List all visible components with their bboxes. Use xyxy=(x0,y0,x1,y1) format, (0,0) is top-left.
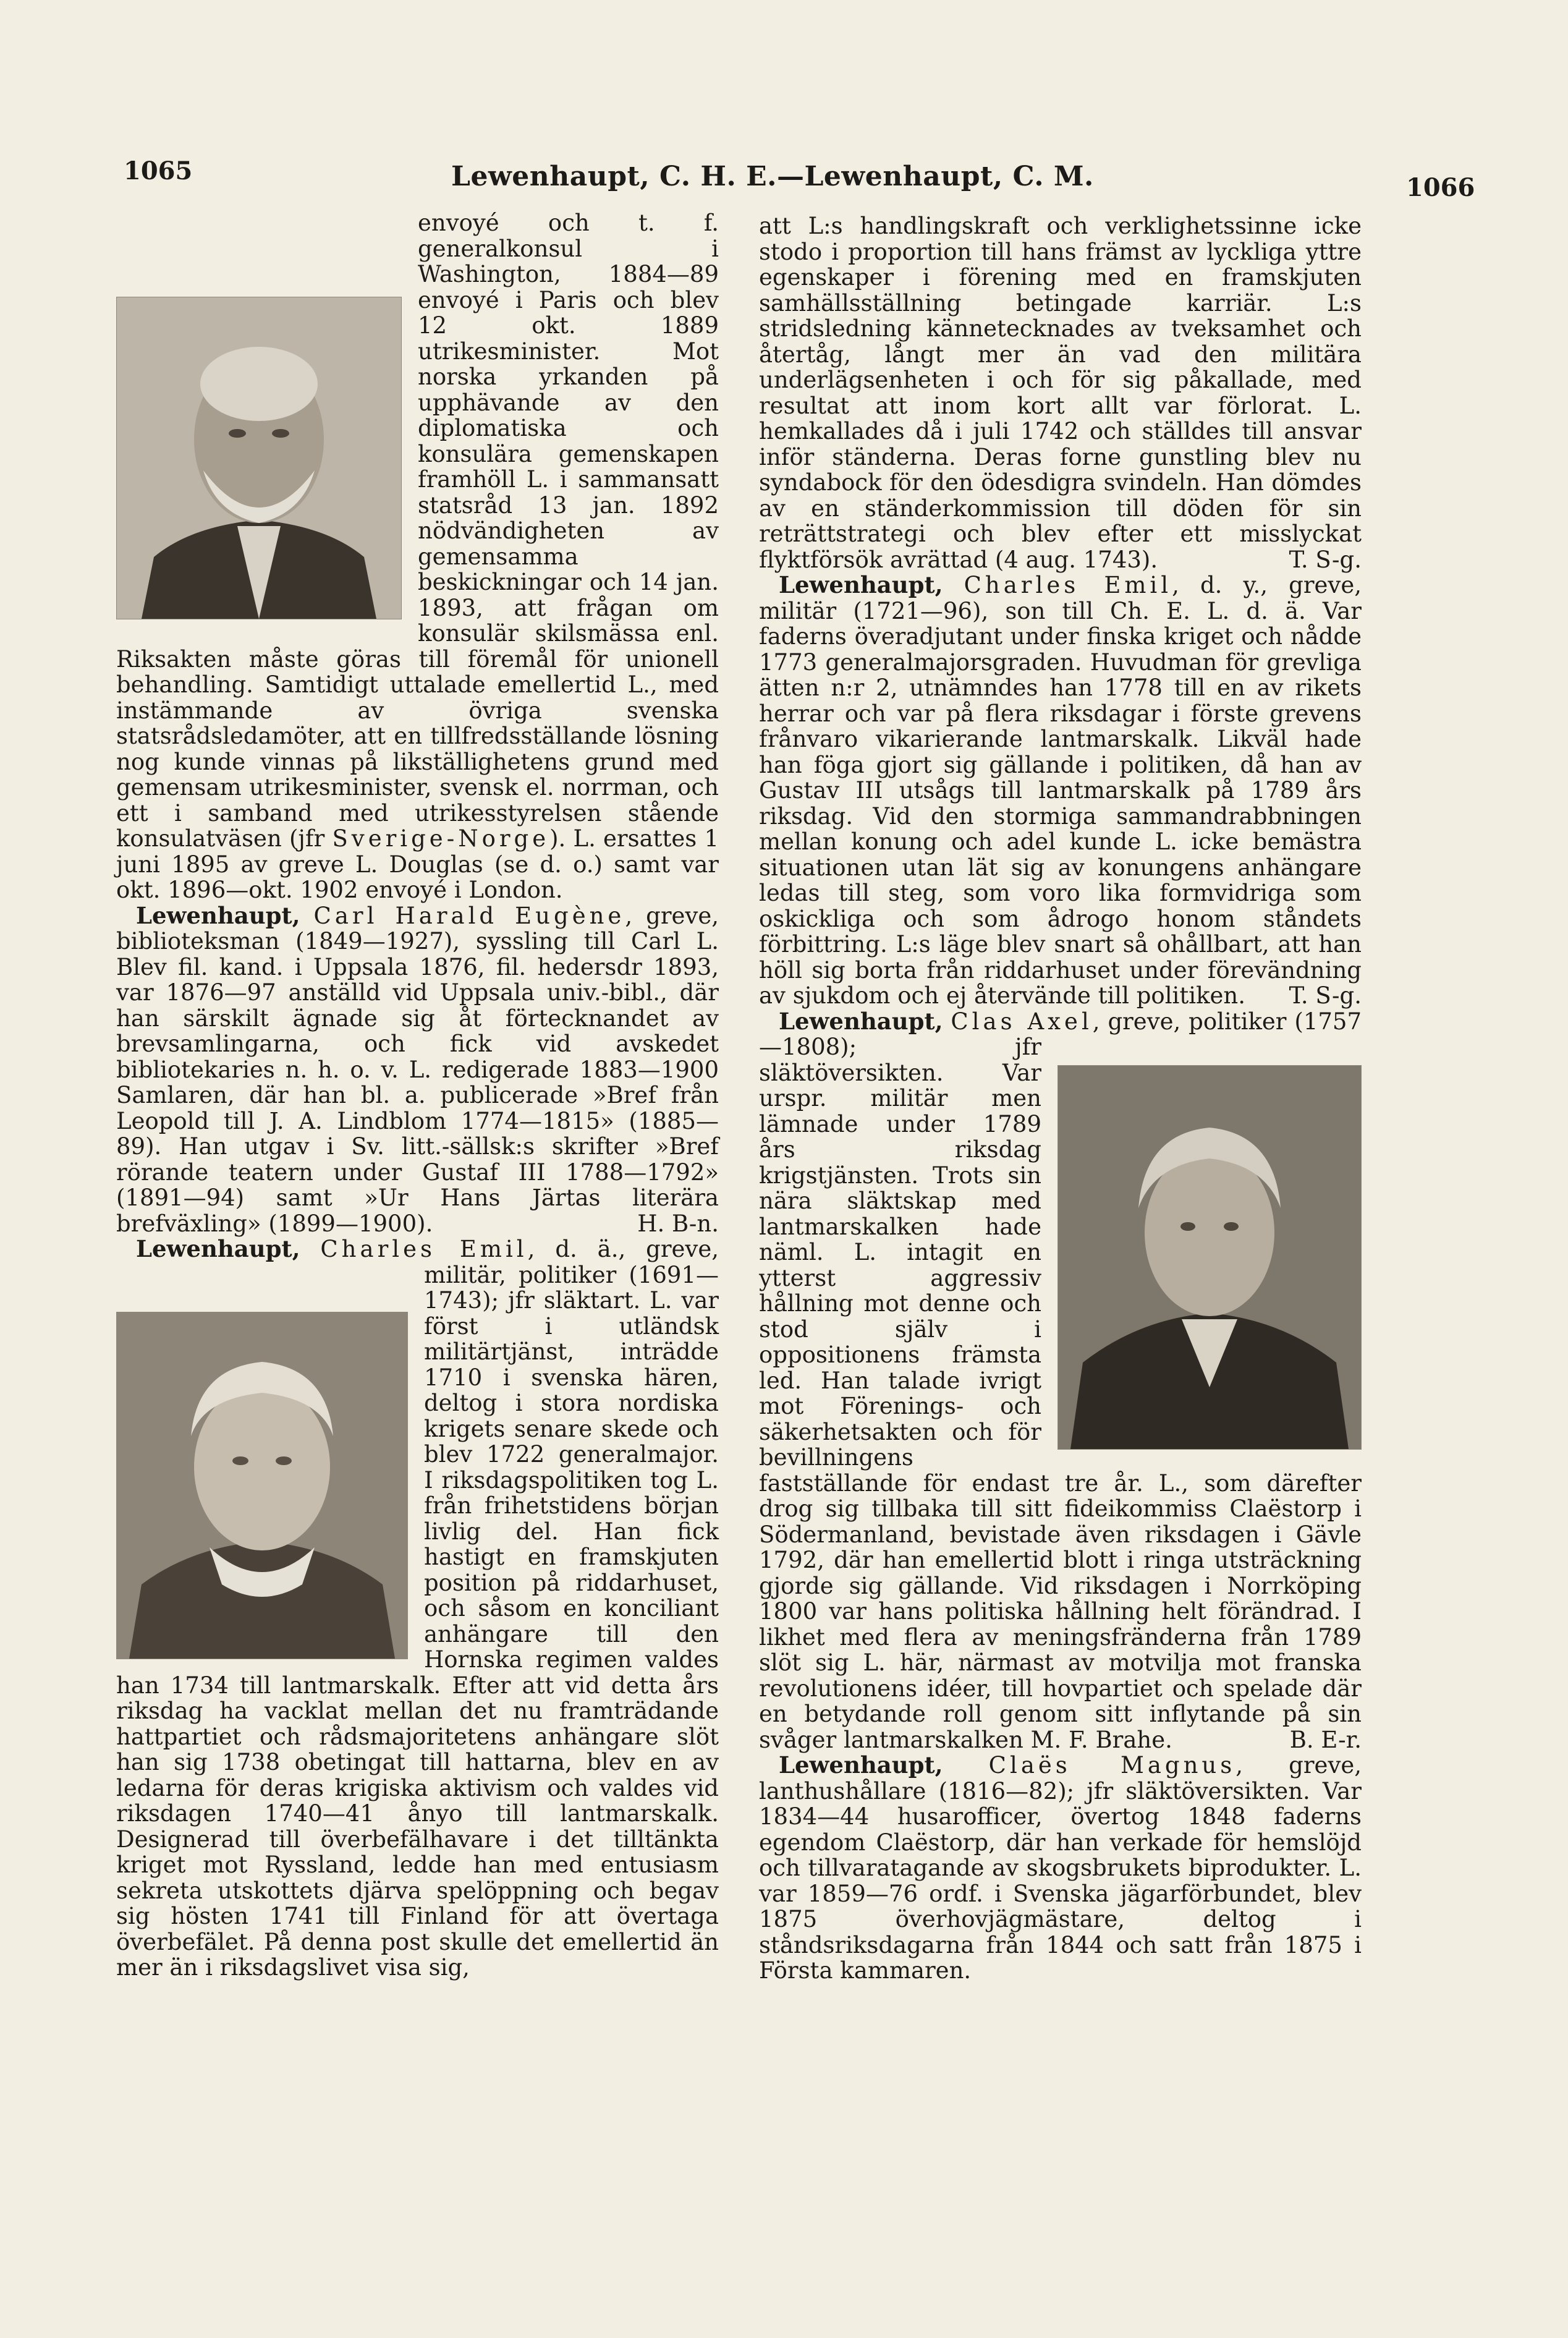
given-names: Charles Emil xyxy=(964,572,1172,598)
entry-charles-emil-da-continued: att L:s handlingskraft och verklighetssinne icke stodo i proportion till hans främst av lyckliga yttre egenskaper i förening med en framskjuten samhällsställning betingade karriär. L:s stridsledning kännetecknades av tveksamhet och återtåg, långt mer än vad den militära underlägsenheten i och för sig påkallade, med resultat att inom kort allt var förlorat. L. hemkallades då i juli 1742 och ställdes till ansvar inför ständerna. Deras forne gunstling blev nu syndabock för den ödesdigra svindeln. Han dömdes av en ständerkommission till döden för sin reträttstrategi och blev efter ett misslyckat flyktförsök avrättad (4 aug. 1743). T. S-g. xyxy=(759,213,1362,573)
headword: Lewenhaupt, xyxy=(779,1751,943,1779)
portrait-carl-lewenhaupt xyxy=(116,297,402,619)
author-signature: B. E-r. xyxy=(1289,1726,1362,1753)
left-column xyxy=(116,210,719,1981)
given-names: Claës Magnus xyxy=(988,1752,1236,1779)
given-names: Charles Emil xyxy=(320,1236,528,1262)
portrait-clas-axel xyxy=(1057,1065,1362,1450)
portrait-image xyxy=(117,1312,407,1659)
entry-charles-emil-dy: Lewenhaupt, Charles Emil, d. y., greve, militär (1721—96), son till Ch. E. L. d. ä. Var faderns överadjutant under finska kriget och nådde 1773 generalmajorsgraden. Huvudman för grevliga ätten n:r 2, utnämndes han 1778 till en av rikets herrar och var på flera riksdagar i förste grevens frånvaro vikarierande lantmarskalk. Likväl hade han föga gjort sig gällande i politiken, då han av Gustav III utsågs till lantmarskalk på 1789 års riksdag. Vid den stormiga sammandrabbningen mellan konung och adel kunde L. icke bemästra situationen utan lät sig av konungens anhängare ledas till steg, som voro lika formvidriga som oskickliga och som ådrogo honom ståndets förbittring. L:s läge blev snart så ohållbart, att han höll sig borta från riddarhuset under förevändning av sjukdom och ej återvände till politiken. T. S-g. xyxy=(759,571,1362,1009)
entry-carl-fredrik-continued: envoyé och t. f. generalkonsul i Washington, 1884—89 envoyé i Paris och blev 12 okt. 1889 utrikesminister. Mot norska yrkanden på upphävande av den diplomatiska och konsulära gemenskapen framhöll L. i sammansatt statsråd 13 jan. 1892 nödvändigheten av gemensamma beskickningar och 14 jan. 1893, att frågan om konsulär skilsmässa enl. Riksakten måste göras till föremål för unionell behandling. Samtidigt uttalade emellertid L., med instämmande av övriga svenska statsrådsledamöter, att en tillfredsställande lösning nog kunde vinnas på likställighetens grund med gemensam utrikesminister, svensk el. norrman, och ett i samband med utrikesstyrelsen stående konsulatväsen (jfr Sverige-Norge). L. ersattes 1 juni 1895 av greve L. Douglas (se d. o.) samt var okt. 1896—okt. 1902 envoyé i London. xyxy=(116,210,719,903)
author-signature: H. B-n. xyxy=(637,1210,719,1237)
portrait-charles-emil-da xyxy=(116,1312,408,1659)
headword: Lewenhaupt, xyxy=(779,571,943,598)
page-header xyxy=(0,145,1568,207)
portrait-image xyxy=(1058,1066,1361,1449)
author-signature: T. S-g. xyxy=(1289,982,1362,1009)
given-names: Clas Axel xyxy=(951,1008,1093,1035)
entry-clas-axel: Lewenhaupt, Clas Axel , greve, politiker (1757—1808); jfr släktöversikten. Var urspr. militär men lämnade under 1789 års riksdag krigstjänsten. Trots sin nära släktskap med lantmarskalken hade näml. L. intagit en ytterst aggressiv hållning mot denne och stod själv i oppositionens främsta led. Han talade ivrigt mot Förenings- och säkerhetsakten och för bevillningens fastställande för endast tre år. L., som därefter drog sig tillbaka till sitt fideikommiss Claëstorp i Södermanland, bevistade även riksdagen i Gävle 1792, där han emellertid blott i ringa utsträckning gjorde sig gällande. Vid riksdagen i Norrköping 1800 var hans politiska hållning helt förändrad. I likhet med flera av meningsfränderna från 1789 slöt sig L. här, närmast av motvilja mot franska revolutionens idéer, till hovpartiet och spelade där en betydande roll genom sitt inflytande på sin svåger lantmarskalken M. F. Brahe. B. E-r. xyxy=(759,1007,1362,1753)
headword: Lewenhaupt, xyxy=(779,1007,943,1035)
page-number-right: 1066 xyxy=(1406,173,1475,202)
right-column xyxy=(759,213,1362,1984)
given-names: Carl Harald Eugène xyxy=(313,902,625,929)
portrait-image xyxy=(117,297,401,619)
headword: Lewenhaupt, xyxy=(136,901,300,929)
entry-carl-harald-eugene: Lewenhaupt, Carl Harald Eugène, greve, biblioteksman (1849—1927), syssling till Carl L. Blev fil. kand. i Uppsala 1876, fil. hedersdr 1893, var 1876—97 anställd vid Uppsala univ.-bibl., där han särskilt ägnade sig åt förtecknandet av brevsamlingarna, och fick vid avskedet bibliotekaries n. h. o. v. L. redigerade 1883—1900 Samlaren, där han bl. a. publicerade »Bref från Leopold till J. A. Lindblom 1774—1815» (1885—89). Han utgav i Sv. litt.-sällsk:s skrifter »Bref rörande teatern under Gustaf III 1788—1792» (1891—94) samt »Ur Hans Järtas literära brefväxling» (1899—1900). H. B-n. xyxy=(116,901,719,1237)
entry-claes-magnus: Lewenhaupt, Claës Magnus, greve, lanthushållare (1816—82); jfr släktöversikten. Var 1834—44 husarofficer, övertog 1848 faderns egendom Claëstorp, där han verkade för hemslöjd och tillvaratagande av skogsbrukets biprodukter. L. var 1859—76 ordf. i Svenska jägarförbundet, blev 1875 överhovjägmästare, deltog i ståndsriksdagarna från 1844 och satt från 1875 i Första kammaren. xyxy=(759,1751,1362,1984)
entry-charles-emil-da: Lewenhaupt, Charles Emil , d. ä., greve, militär, politiker (1691—1743); jfr släktart. L. var först i utländsk militärtjänst, inträdde 1710 i svenska hären, deltog i stora nordiska krigets senare skede och blev 1722 generalmajor. I riksdagspolitiken tog L. från frihetstidens början livlig del. Han fick hastigt en framskjuten position på riddarhuset, och såsom en konciliant anhängare till den Hornska regimen valdes han 1734 till lantmarskalk. Efter att vid detta års riksdag ha vacklat mellan det nu framträdande hattpartiet och rådsmajoritetens anhängare slöt han sig 1738 obetingat till hattarna, blev en av ledarna för deras krigiska aktivism och valdes vid riksdagen 1740—41 ånyo till lantmarskalk. Designerad till överbefälhavare i det tilltänkta kriget mot Ryssland, ledde han med entusiasm sekreta utskottets djärva spelöppning och begav sig hösten 1741 till Finland för att övertaga överbefälet. På denna post skulle det emellertid än mer än i riksdagslivet visa sig, xyxy=(116,1235,719,1981)
running-head: Lewenhaupt, C. H. E.—Lewenhaupt, C. M. xyxy=(451,161,1094,192)
author-signature: T. S-g. xyxy=(1289,546,1362,573)
headword: Lewenhaupt, xyxy=(136,1235,300,1262)
page-number-left: 1065 xyxy=(124,156,193,185)
